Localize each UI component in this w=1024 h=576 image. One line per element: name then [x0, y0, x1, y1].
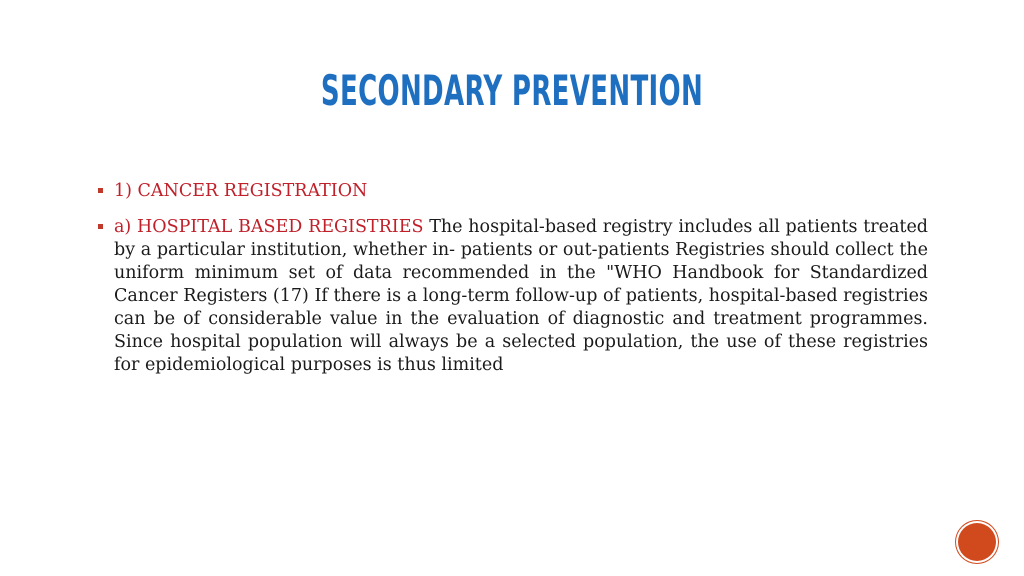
bullet-body-text: The hospital-based registry includes all patients treated by a particular institution, whether in- patients or out-patients Registries should collect the uniform minimum set of data recommended in the "WHO Handbook for Standardized Cancer Registers (17) If there is a long-term follow-up of patients, hospital-based registries can be of considerable value in the evaluation of diagnostic and treatment programmes. Since hospital population will always be a selected population, the use of these registries for epidemiological purposes is thus limited: [114, 217, 928, 375]
bullet-list: [96, 180, 928, 390]
bullet-item: [96, 180, 928, 203]
page-number-badge-icon: [958, 523, 996, 561]
slide-title: SECONDARY PREVENTION: [320, 66, 704, 115]
bullet-heading: a) HOSPITAL BASED REGISTRIES: [114, 217, 430, 237]
bullet-marker-icon: [98, 188, 103, 193]
bullet-marker-icon: [98, 224, 103, 229]
bullet-label: 1) CANCER REGISTRATION: [114, 181, 368, 201]
bullet-item: [96, 216, 928, 377]
